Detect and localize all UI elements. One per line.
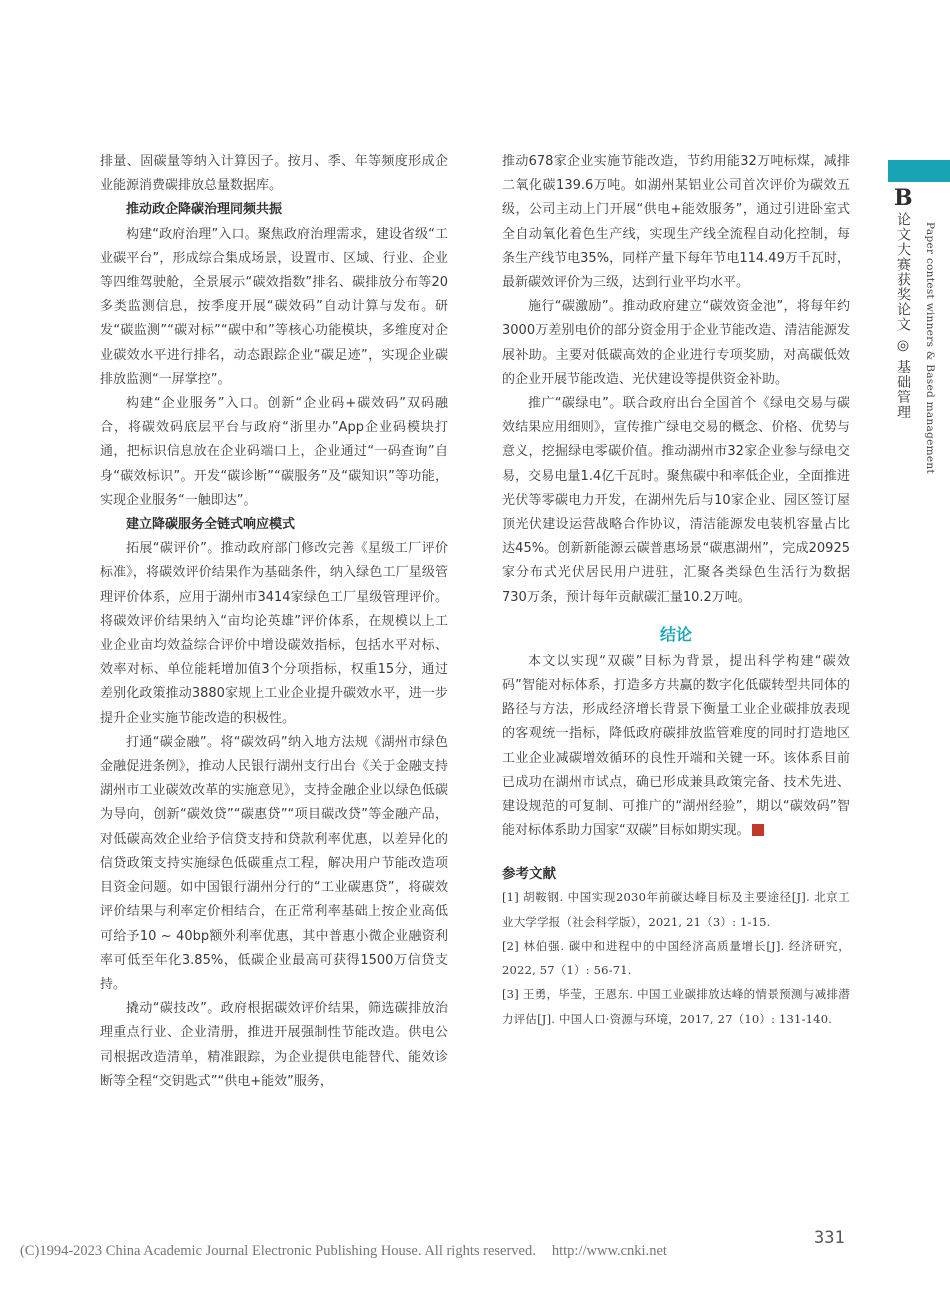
- section-tab-marker: [888, 160, 950, 182]
- body-paragraph: 推动678家企业实施节能改造，节约用能32万吨标煤，减排二氧化碳139.6万吨。如湖州某铝业公司首次评价为碳效五级，公司主动上门开展“供电+能效服务”，通过引进卧室式全自动氧化着色生产线，实现生产线全流程自动化控制，每条生产线节电35%，同样产量下每年节电114.49万千瓦时，最新碳效评价为三级，达到行业平均水平。: [502, 154, 850, 291]
- body-paragraph: 排量、固碳量等纳入计算因子。按月、季、年等频度形成企业能源消费碳排放总量数据库。: [100, 154, 448, 194]
- page-number: 331: [814, 1228, 845, 1248]
- body-paragraph: 构建“企业服务”入口。创新“企业码+碳效码”双码融合，将碳效码底层平台与政府“浙里办”App企业码模块打通，把标识信息放在企业码端口上，企业通过“一码查询”自身“碳效标识”。开发“碳诊断”“碳服务”及“碳知识”等功能，实现企业服务“一触即达”。: [100, 396, 448, 508]
- right-column: [502, 150, 850, 1031]
- references-list: [502, 885, 850, 1030]
- left-column: [100, 150, 448, 1094]
- section-letter: B: [894, 185, 913, 211]
- reference-item: [2] 林伯强. 碳中和进程中的中国经济高质量增长[J]. 经济研究，2022, 57（1）: 56-71.: [502, 938, 850, 978]
- body-paragraph: 拓展“碳评价”。推动政府部门修改完善《星级工厂评价标准》，将碳效评价结果作为基础条件，纳入绿色工厂星级管理评价体系，应用于湖州市3414家绿色工厂星级管理评价。将碳效评价结果纳入“亩均论英雄”评价体系，在规模以上工业企业亩均效益综合评价中增设碳效指标，包括水平对标、效率对标、单位能耗增加值3个分项指标，权重15分，通过差别化政策推动3880家规上工业企业提升碳效水平，进一步提升企业实施节能改造的积极性。: [100, 541, 448, 726]
- section-title-english: Paper contest winners & Based management: [924, 222, 936, 474]
- references-title: 参考文献: [502, 866, 556, 883]
- section-title-chinese: [893, 212, 913, 420]
- reference-item: [1] 胡鞍钢. 中国实现2030年前碳达峰目标及主要途径[J]. 北京工业大学学报（社会科学版），2021, 21（3）: 1-15.: [502, 890, 850, 929]
- section-title-separator: ◎: [895, 332, 911, 360]
- section-heading: 推动政企降碳治理同频共振: [126, 202, 283, 218]
- body-paragraph: 推广“碳绿电”。联合政府出台全国首个《绿电交易与碳效结果应用细则》，宣传推广绿电交易的概念、价格、优势与意义，挖掘绿电零碳价值。推动湖州市32家企业参与绿电交易，交易电量1.4亿千瓦时。聚焦碳中和率低企业，全面推进光伏等零碳电力开发，在湖州先后与10家企业、园区签订屋顶光伏建设运营战略合作协议，清洁能源发电装机容量占比达45%。创新新能源云碳普惠场景“碳惠湖州”，完成20925家分布式光伏居民用户进驻，汇聚各类绿色生活行为数据730万条，预计每年贡献碳汇量10.2万吨。: [502, 396, 850, 605]
- conclusion-heading: 结论: [659, 624, 692, 644]
- footer: [20, 1243, 667, 1260]
- body-paragraph: 构建“政府治理”入口。聚焦政府治理需求，建设省级“工业碳平台”，形成综合集成场景，设置市、区域、行业、企业等四维驾驶舱，全景展示“碳效指数”排名、碳排放分布等20多类监测信息，按季度开展“碳效码”自动计算与发布。研发“碳监测”“碳对标”“碳中和”等核心功能模块，多维度对企业碳效水平进行排名，动态跟踪企业“碳足迹”，实现企业碳排放监测“一屏掌控”。: [100, 226, 448, 387]
- section-title-sub: 基础管理: [895, 359, 911, 420]
- section-heading: 建立降碳服务全链式响应模式: [126, 517, 296, 533]
- article-end-mark-icon: [752, 824, 764, 836]
- footer-copyright: (C)1994-2023 China Academic Journal Electronic Publishing House. All rights reserved.: [20, 1243, 536, 1259]
- reference-item: [3] 王勇，毕莹，王恩东. 中国工业碳排放达峰的情景预测与减排潜力评估[J]. 中国人口·资源与环境，2017, 27（10）: 131-140.: [502, 987, 850, 1026]
- body-paragraph: 本文以实现“双碳”目标为背景，提出科学构建“碳效码”智能对标体系，打造多方共赢的数字化低碳转型共同体的路径与方法，形成经济增长背景下衡量工业企业碳排放表现的客观统一指标，降低政府碳排放监管难度的同时打造地区工业企业减碳增效循环的良性开端和关键一环。该体系目前已成功在湖州市试点，确已形成兼具政策完备、技术先进、建设规范的可复制、可推广的“湖州经验”，期以“碳效码”智能对标体系助力国家“双碳”目标如期实现。: [502, 653, 850, 839]
- section-title-main: 论文大赛获奖论文: [895, 212, 911, 332]
- body-paragraph: 打通“碳金融”。将“碳效码”纳入地方法规《湖州市绿色金融促进条例》，推动人民银行湖州支行出台《关于金融支持湖州市工业碳效改革的实施意见》，支持金融企业以绿色低碳为导向，创新“碳效贷”“碳惠贷”“项目碳改贷”等金融产品，对低碳高效企业给予信贷支持和贷款利率优惠，以差异化的信贷政策支持实施绿色低碳重点工程，解决用户节能改造项目资金问题。如中国银行湖州分行的“工业碳惠贷”，将碳效评价结果与利率定价相结合，在正常利率基础上按企业高低可给予10 ~ 40bp额外利率优惠，其中普惠小微企业融资利率可低至年化3.85%，低碳企业最高可获得1500万信贷支持。: [100, 734, 448, 992]
- right-column-body: [502, 150, 850, 843]
- body-paragraph: 施行“碳激励”。推动政府建立“碳效资金池”，将每年约3000万差别电价的部分资金用于企业节能改造、清洁能源发展补助。主要对低碳高效的企业进行专项奖励，对高碳低效的企业开展节能改造、光伏建设等提供资金补助。: [502, 299, 850, 387]
- body-paragraph: 撬动“碳技改”。政府根据碳效评价结果，筛选碳排放治理重点行业、企业清册，推进开展强制性节能改造。供电公司根据改造清单，精准跟踪，为企业提供电能替代、能效诊断等全程“交钥匙式”“供电+能效”服务，: [100, 1001, 448, 1089]
- footer-url[interactable]: http://www.cnki.net: [551, 1243, 667, 1259]
